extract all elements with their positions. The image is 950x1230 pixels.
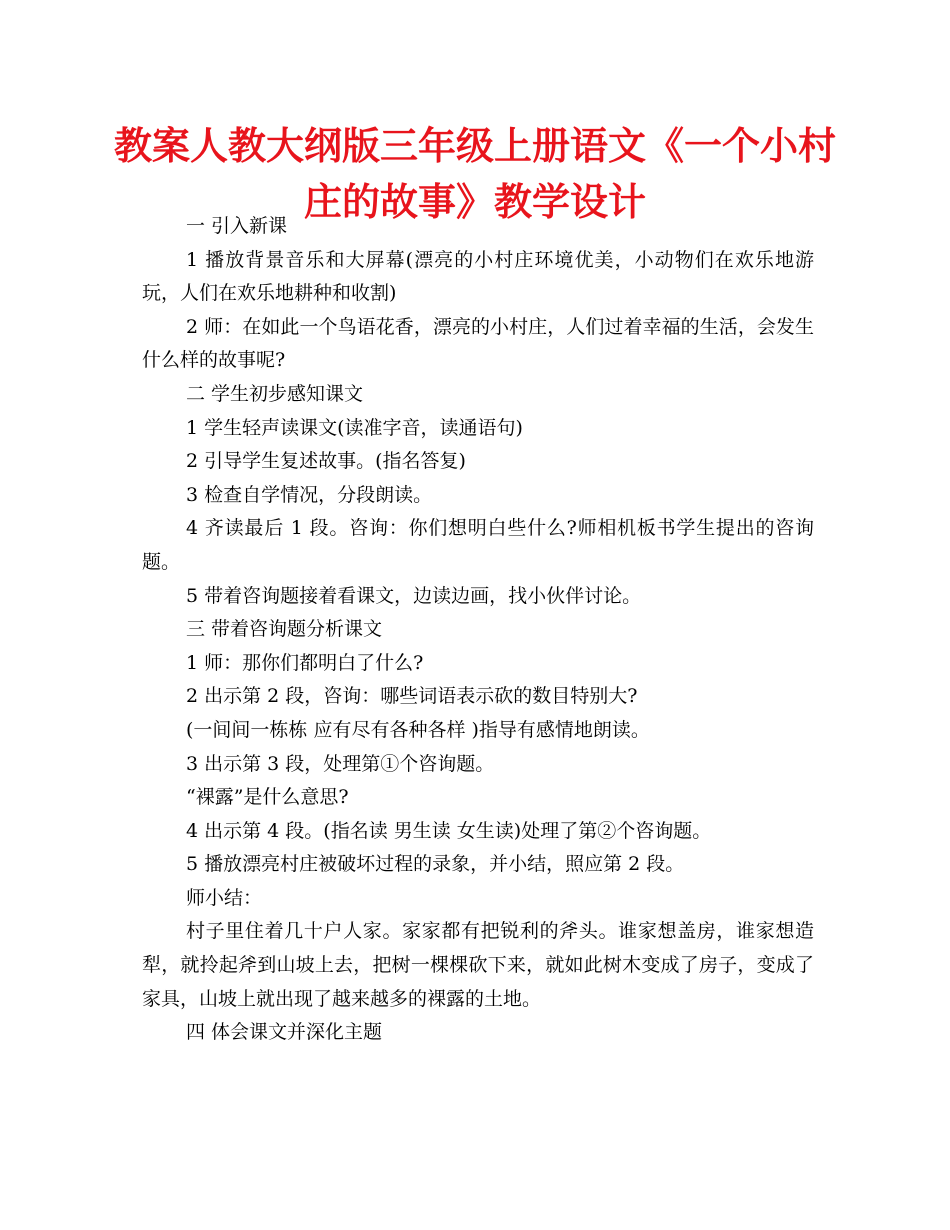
- paragraph: 师小结：: [186, 886, 263, 909]
- paragraph: 1 学生轻声读课文(读准字音，读通语句): [186, 416, 523, 439]
- paragraph: 5 播放漂亮村庄被破坏过程的录象，并小结，照应第 2 段。: [186, 853, 685, 876]
- paragraph: 二 学生初步感知课文: [186, 382, 364, 405]
- document-title: 教案人教大纲版三年级上册语文《一个小村庄的故事》教学设计: [113, 124, 836, 224]
- paragraph: 3 出示第 3 段，处理第①个咨询题。: [186, 752, 495, 775]
- paragraph: 三 带着咨询题分析课文: [186, 618, 383, 641]
- paragraph: 四 体会课文并深化主题: [186, 1021, 383, 1044]
- paragraph: 2 出示第 2 段，咨询：哪些词语表示砍的数目特别大?: [186, 685, 638, 708]
- paragraph: 一 引入新课: [186, 215, 288, 237]
- paragraph: “裸露”是什么意思?: [186, 786, 349, 809]
- paragraph: (一间间一栋栋 应有尽有各种各样 )指导有感情地朗读。: [186, 718, 650, 741]
- paragraph: 1 播放背景音乐和大屏幕(漂亮的小村庄环境优美，小动物们在欢乐地游玩，人们在欢乐地耕种和收割): [142, 248, 814, 305]
- paragraph: 2 引导学生复述故事。(指名答复): [186, 450, 466, 473]
- paragraph: 4 出示第 4 段。(指名读 男生读 女生读)处理了第②个咨询题。: [186, 819, 712, 842]
- paragraph: 3 检查自学情况，分段朗读。: [186, 483, 433, 506]
- paragraph: 村子里住着几十户人家。家家都有把锐利的斧头。谁家想盖房，谁家想造犁，就拎起斧到山坡上去，把树一棵棵砍下来，就如此树木变成了房子，变成了家具，山坡上就出现了越来越多的裸露的土地。: [142, 920, 814, 1010]
- paragraph: 4 齐读最后 1 段。咨询：你们想明白些什么?师相机板书学生提出的咨询题。: [142, 517, 814, 573]
- paragraph: 1 师：那你们都明白了什么?: [186, 651, 424, 674]
- paragraph: 2 师：在如此一个鸟语花香，漂亮的小村庄，人们过着幸福的生活，会发生什么样的故事呢?: [142, 315, 814, 372]
- document-body: [142, 210, 814, 1050]
- paragraph: 5 带着咨询题接着看课文，边读边画，找小伙伴讨论。: [186, 584, 642, 607]
